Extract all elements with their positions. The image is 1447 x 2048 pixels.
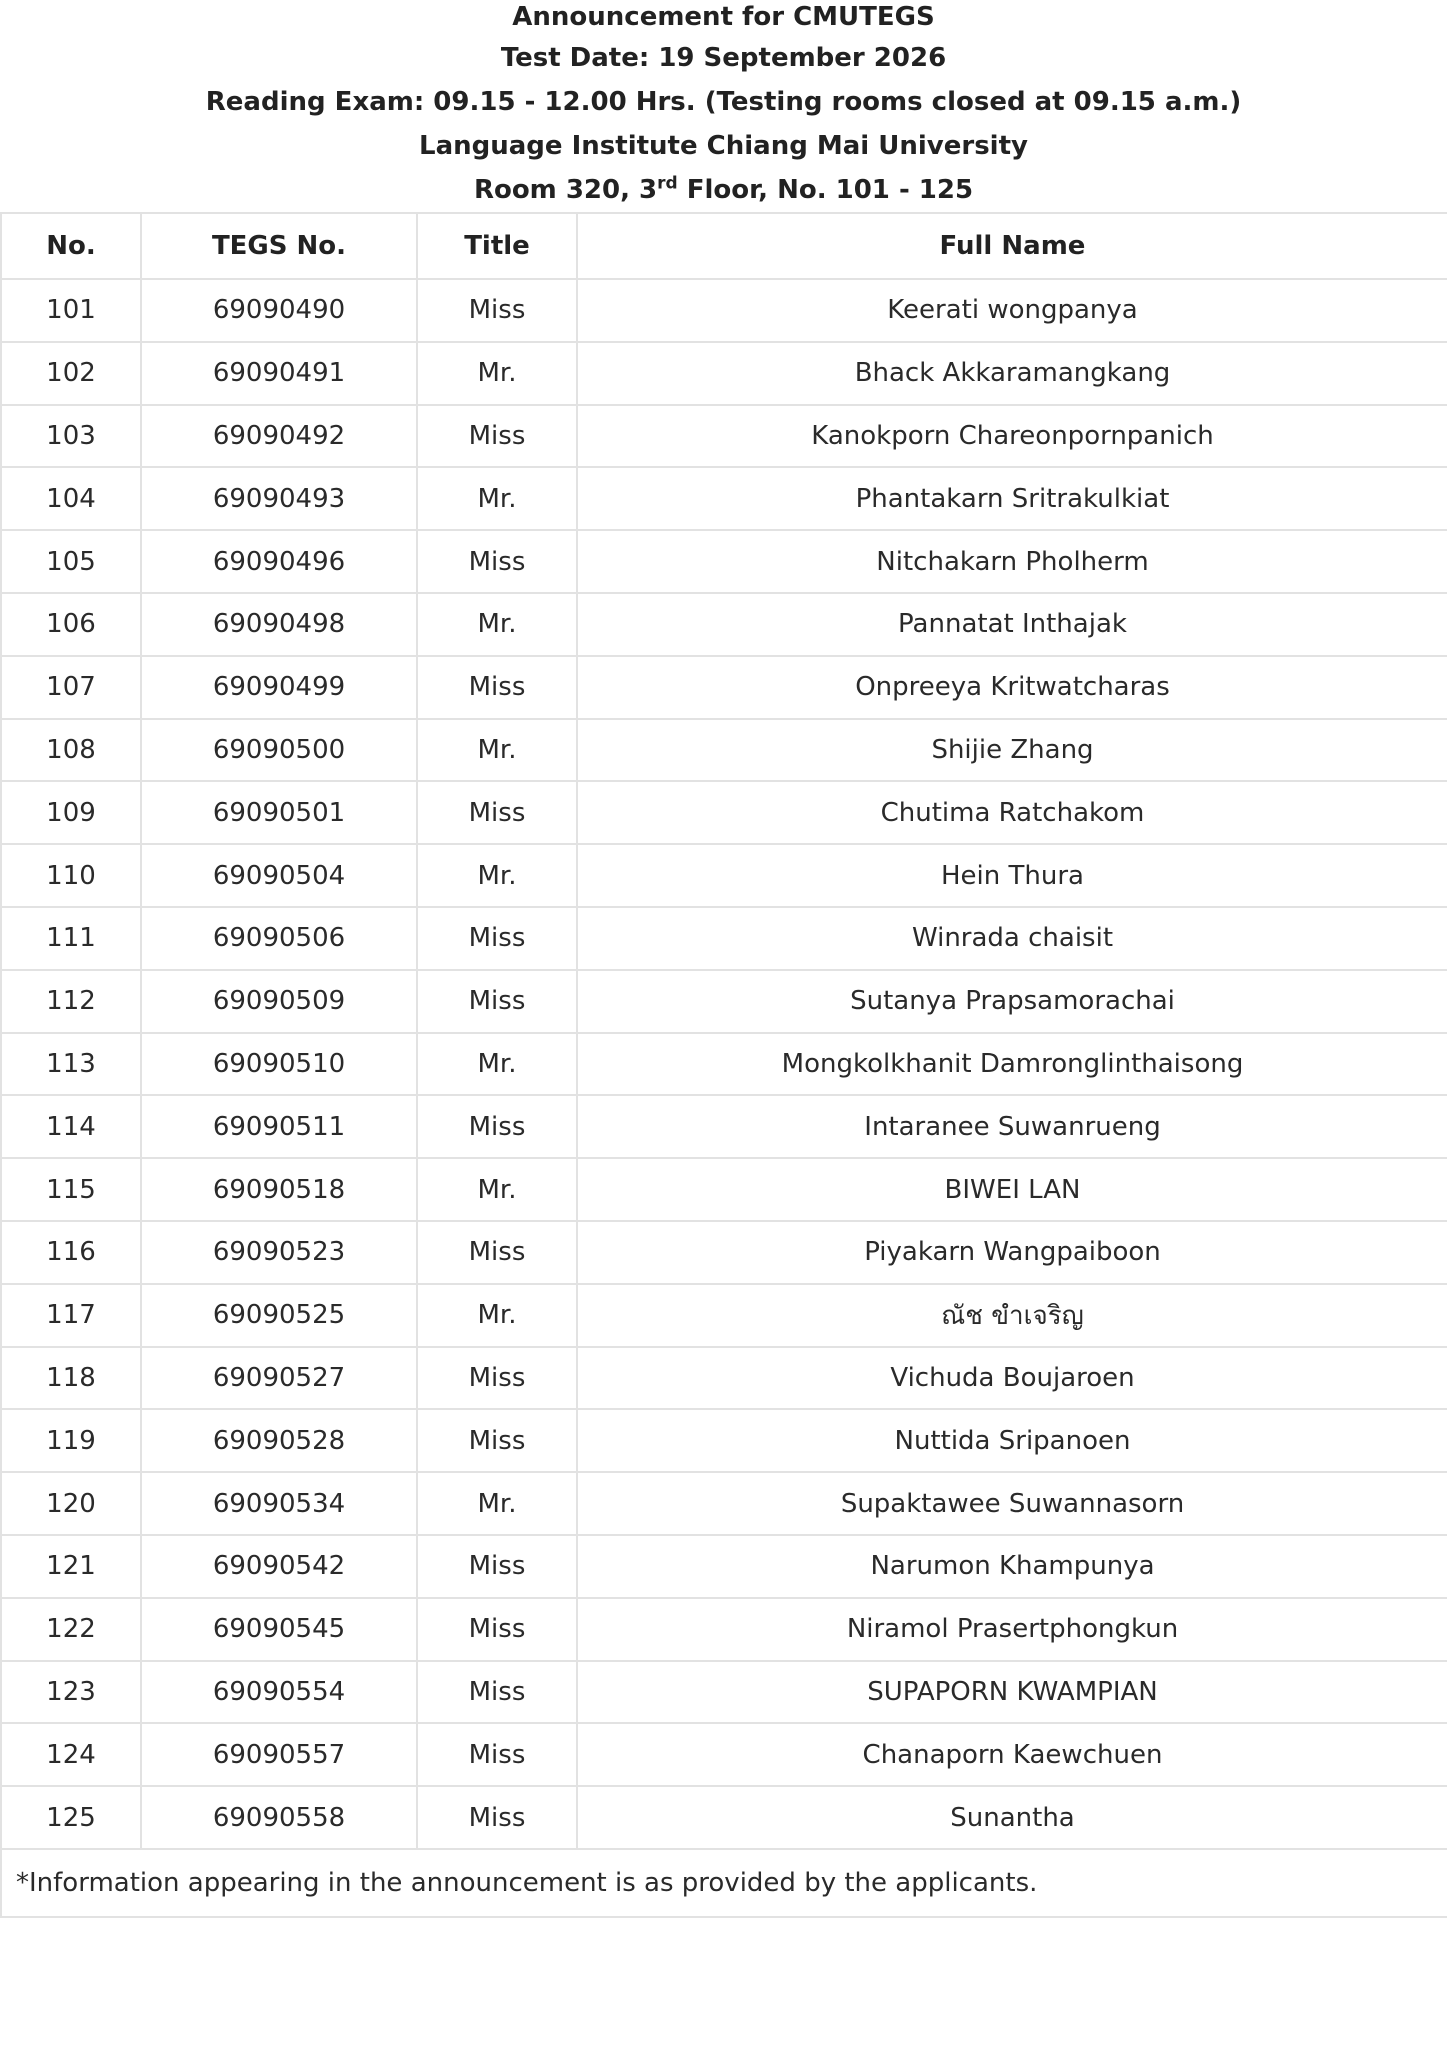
cell-title: Miss bbox=[417, 279, 577, 342]
table-row bbox=[1, 530, 1447, 593]
announcement-title: Announcement for CMUTEGS bbox=[512, 2, 935, 32]
cell-no: 101 bbox=[1, 279, 141, 342]
cell-no: 117 bbox=[1, 1284, 141, 1347]
cell-tegs-no: 69090518 bbox=[141, 1158, 417, 1221]
cell-tegs-no: 69090528 bbox=[141, 1409, 417, 1472]
table-row bbox=[1, 1598, 1447, 1661]
cell-no: 115 bbox=[1, 1158, 141, 1221]
cell-no: 125 bbox=[1, 1786, 141, 1849]
cell-no: 109 bbox=[1, 781, 141, 844]
table-row bbox=[1, 970, 1447, 1033]
table-row bbox=[1, 1033, 1447, 1096]
cell-tegs-no: 69090557 bbox=[141, 1723, 417, 1786]
table-row bbox=[1, 719, 1447, 782]
table-row bbox=[1, 781, 1447, 844]
cell-no: 111 bbox=[1, 907, 141, 970]
cell-tegs-no: 69090558 bbox=[141, 1786, 417, 1849]
cell-full-name: Piyakarn Wangpaiboon bbox=[577, 1221, 1447, 1284]
column-header-no: No. bbox=[1, 213, 141, 279]
cell-no: 113 bbox=[1, 1033, 141, 1096]
room-info bbox=[0, 168, 1447, 212]
cell-title: Miss bbox=[417, 1723, 577, 1786]
cell-title: Mr. bbox=[417, 342, 577, 405]
cell-tegs-no: 69090509 bbox=[141, 970, 417, 1033]
cell-no: 112 bbox=[1, 970, 141, 1033]
cell-full-name: Narumon Khampunya bbox=[577, 1535, 1447, 1598]
cell-tegs-no: 69090510 bbox=[141, 1033, 417, 1096]
candidate-table bbox=[0, 212, 1447, 1918]
cell-tegs-no: 69090499 bbox=[141, 656, 417, 719]
cell-full-name: Keerati wongpanya bbox=[577, 279, 1447, 342]
cell-full-name: Shijie Zhang bbox=[577, 719, 1447, 782]
table-row bbox=[1, 1095, 1447, 1158]
applicant-info-note: *Information appearing in the announcement is as provided by the applicants. bbox=[1, 1849, 1447, 1917]
cell-title: Miss bbox=[417, 1535, 577, 1598]
test-date: Test Date: 19 September 2026 bbox=[500, 43, 947, 73]
table-row bbox=[1, 1409, 1447, 1472]
cell-title: Miss bbox=[417, 907, 577, 970]
cell-no: 106 bbox=[1, 593, 141, 656]
table-row bbox=[1, 656, 1447, 719]
cell-title: Miss bbox=[417, 1409, 577, 1472]
cell-no: 103 bbox=[1, 405, 141, 468]
cell-no: 120 bbox=[1, 1472, 141, 1535]
cell-tegs-no: 69090491 bbox=[141, 342, 417, 405]
table-row bbox=[1, 405, 1447, 468]
column-header-full-name: Full Name bbox=[577, 213, 1447, 279]
table-row bbox=[1, 1723, 1447, 1786]
cell-no: 118 bbox=[1, 1347, 141, 1410]
cell-tegs-no: 69090523 bbox=[141, 1221, 417, 1284]
table-row bbox=[1, 1221, 1447, 1284]
cell-tegs-no: 69090498 bbox=[141, 593, 417, 656]
note-row bbox=[1, 1849, 1447, 1917]
column-header-tegs-no: TEGS No. bbox=[141, 213, 417, 279]
cell-title: Mr. bbox=[417, 719, 577, 782]
cell-full-name: BIWEI LAN bbox=[577, 1158, 1447, 1221]
table-row bbox=[1, 593, 1447, 656]
cell-full-name: Intaranee Suwanrueng bbox=[577, 1095, 1447, 1158]
cell-full-name: Hein Thura bbox=[577, 844, 1447, 907]
cell-tegs-no: 69090525 bbox=[141, 1284, 417, 1347]
cell-tegs-no: 69090500 bbox=[141, 719, 417, 782]
cell-no: 114 bbox=[1, 1095, 141, 1158]
cell-title: Miss bbox=[417, 1661, 577, 1724]
cell-full-name: Vichuda Boujaroen bbox=[577, 1347, 1447, 1410]
table-row bbox=[1, 1284, 1447, 1347]
cell-title: Miss bbox=[417, 781, 577, 844]
table-row bbox=[1, 1472, 1447, 1535]
table-header-row bbox=[1, 213, 1447, 279]
announcement-header bbox=[0, 0, 1447, 212]
cell-full-name: Chutima Ratchakom bbox=[577, 781, 1447, 844]
table-row bbox=[1, 1535, 1447, 1598]
column-header-title: Title bbox=[417, 213, 577, 279]
cell-title: Miss bbox=[417, 970, 577, 1033]
cell-title: Mr. bbox=[417, 467, 577, 530]
cell-title: Mr. bbox=[417, 593, 577, 656]
cell-tegs-no: 69090554 bbox=[141, 1661, 417, 1724]
cell-no: 104 bbox=[1, 467, 141, 530]
cell-tegs-no: 69090504 bbox=[141, 844, 417, 907]
cell-no: 121 bbox=[1, 1535, 141, 1598]
cell-tegs-no: 69090501 bbox=[141, 781, 417, 844]
cell-title: Miss bbox=[417, 405, 577, 468]
cell-full-name: Onpreeya Kritwatcharas bbox=[577, 656, 1447, 719]
table-row bbox=[1, 1661, 1447, 1724]
cell-no: 119 bbox=[1, 1409, 141, 1472]
cell-no: 102 bbox=[1, 342, 141, 405]
table-row bbox=[1, 1347, 1447, 1410]
cell-title: Miss bbox=[417, 1786, 577, 1849]
cell-full-name: Niramol Prasertphongkun bbox=[577, 1598, 1447, 1661]
cell-title: Miss bbox=[417, 1598, 577, 1661]
cell-full-name: Supaktawee Suwannasorn bbox=[577, 1472, 1447, 1535]
cell-no: 122 bbox=[1, 1598, 141, 1661]
table-row bbox=[1, 844, 1447, 907]
cell-title: Miss bbox=[417, 530, 577, 593]
table-row bbox=[1, 467, 1447, 530]
table-row bbox=[1, 279, 1447, 342]
table-row bbox=[1, 1158, 1447, 1221]
cell-full-name: Chanaporn Kaewchuen bbox=[577, 1723, 1447, 1786]
cell-no: 107 bbox=[1, 656, 141, 719]
table-row bbox=[1, 1786, 1447, 1849]
cell-title: Mr. bbox=[417, 1284, 577, 1347]
exam-time: Reading Exam: 09.15 - 12.00 Hrs. (Testing rooms closed at 09.15 a.m.) bbox=[205, 87, 1242, 117]
institute-name: Language Institute Chiang Mai University bbox=[419, 131, 1028, 161]
cell-full-name: SUPAPORN KWAMPIAN bbox=[577, 1661, 1447, 1724]
cell-tegs-no: 69090545 bbox=[141, 1598, 417, 1661]
table-row bbox=[1, 907, 1447, 970]
cell-full-name: Mongkolkhanit Damronglinthaisong bbox=[577, 1033, 1447, 1096]
cell-no: 124 bbox=[1, 1723, 141, 1786]
cell-tegs-no: 69090490 bbox=[141, 279, 417, 342]
cell-title: Mr. bbox=[417, 1472, 577, 1535]
cell-full-name: Bhack Akkaramangkang bbox=[577, 342, 1447, 405]
cell-full-name: Kanokporn Chareonpornpanich bbox=[577, 405, 1447, 468]
cell-tegs-no: 69090511 bbox=[141, 1095, 417, 1158]
cell-tegs-no: 69090506 bbox=[141, 907, 417, 970]
cell-tegs-no: 69090496 bbox=[141, 530, 417, 593]
cell-tegs-no: 69090527 bbox=[141, 1347, 417, 1410]
cell-no: 123 bbox=[1, 1661, 141, 1724]
cell-full-name: Sunantha bbox=[577, 1786, 1447, 1849]
cell-full-name: Nitchakarn Pholherm bbox=[577, 530, 1447, 593]
cell-full-name: Winrada chaisit bbox=[577, 907, 1447, 970]
cell-tegs-no: 69090534 bbox=[141, 1472, 417, 1535]
cell-tegs-no: 69090493 bbox=[141, 467, 417, 530]
cell-tegs-no: 69090542 bbox=[141, 1535, 417, 1598]
cell-title: Miss bbox=[417, 1095, 577, 1158]
table-body bbox=[1, 279, 1447, 1849]
table-row bbox=[1, 342, 1447, 405]
cell-title: Mr. bbox=[417, 1033, 577, 1096]
room-info-ordinal: rd bbox=[657, 173, 678, 194]
cell-title: Mr. bbox=[417, 844, 577, 907]
cell-full-name: Phantakarn Sritrakulkiat bbox=[577, 467, 1447, 530]
cell-title: Miss bbox=[417, 1347, 577, 1410]
cell-title: Miss bbox=[417, 1221, 577, 1284]
cell-title: Mr. bbox=[417, 1158, 577, 1221]
cell-no: 105 bbox=[1, 530, 141, 593]
cell-no: 116 bbox=[1, 1221, 141, 1284]
cell-tegs-no: 69090492 bbox=[141, 405, 417, 468]
cell-title: Miss bbox=[417, 656, 577, 719]
cell-no: 110 bbox=[1, 844, 141, 907]
cell-full-name: Pannatat Inthajak bbox=[577, 593, 1447, 656]
cell-full-name: Sutanya Prapsamorachai bbox=[577, 970, 1447, 1033]
cell-full-name: Nuttida Sripanoen bbox=[577, 1409, 1447, 1472]
cell-full-name: ณัช ขำเจริญ bbox=[577, 1284, 1447, 1347]
room-info-suffix: Floor, No. 101 - 125 bbox=[677, 175, 974, 205]
room-info-prefix: Room 320, 3 bbox=[473, 175, 658, 205]
cell-no: 108 bbox=[1, 719, 141, 782]
